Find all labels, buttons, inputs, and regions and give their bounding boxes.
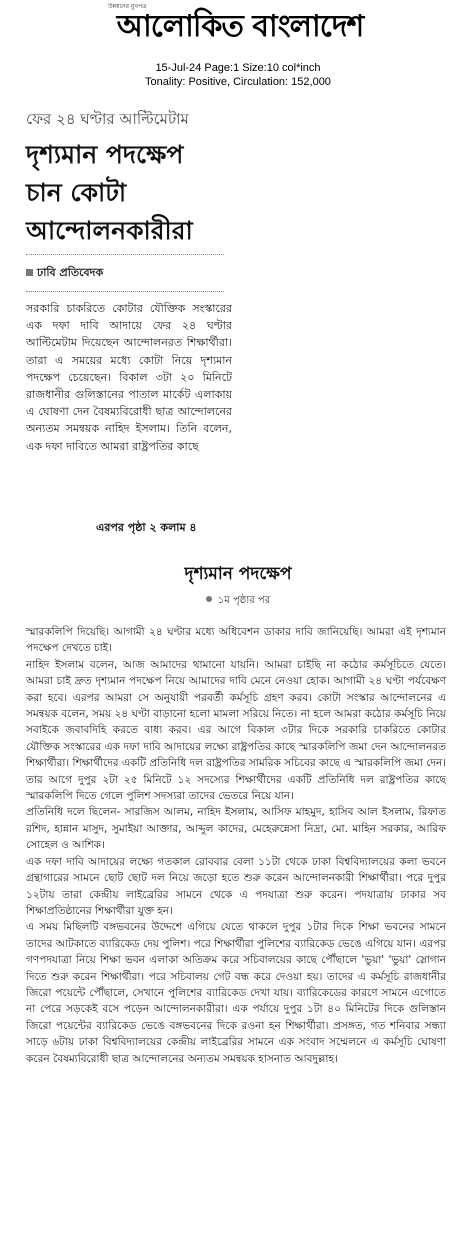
- main-story: [26, 108, 226, 250]
- masthead: [0, 0, 476, 96]
- bullet-dot-icon: [206, 596, 212, 602]
- headline-line: আন্দোলনকারীরা: [26, 216, 193, 245]
- headline-line: চান কোটা: [26, 178, 127, 207]
- jump-line: এরপর পৃষ্ঠা ২ কলাম ৪: [96, 521, 197, 534]
- paragraph: এক দফা দাবি আদায়ের লক্ষ্যে গতকাল রোববার বেলা ১১টা থেকে ঢাকা বিশ্ববিদ্যালয়ের কলা ভবনে গ্রন্থাগারের সামনে ছোট ছোট দল নিয়ে জড়ো হতে শুরু করেন আন্দোলনকারী শিক্ষার্থীরা। পরে দুপুর ১২টায় তারা কেন্দ্রীয় লাইব্রেরির সামনে থেকে এ পদযাত্রা শুরু করেন। পদযাত্রায় ঢাকার সব শিক্ষাপ্রতিষ্ঠানের শিক্ষার্থীরা যুক্ত হন।: [26, 855, 446, 917]
- divider: [26, 254, 224, 255]
- continuation-from: [0, 594, 476, 608]
- story-kicker: ফের ২৪ ঘণ্টার আল্টিমেটাম: [26, 110, 189, 128]
- reporter-name: ঢাবি প্রতিবেদক: [37, 266, 104, 279]
- continuation-from-label: ১ম পৃষ্ঠার পর: [217, 595, 271, 606]
- paragraph: স্মারকলিপি দিয়েছি। আগামী ২৪ ঘণ্টার মধ্যে অধিবেশন ডাকার দাবি জানিয়েছি। আমরা এই দৃশ্যমান পদক্ষেপ দেখতে চাই।: [26, 626, 446, 655]
- story-body: সরকারি চাকরিতে কোটার যৌক্তিক সংস্কারের এক দফা দাবি আদায়ে ফের ২৪ ঘণ্টার আল্টিমেটাম দিয়েছেন আন্দোলনরত শিক্ষার্থীরা। তারা এ সময়ের মধ্যে কোটা নিয়ে দৃশ্যমান পদক্ষেপ চেয়েছেন। বিকাল ৩টা ২০ মিনিটে রাজধানীর গুলিস্তানের পাতাল মার্কেট এলাকায় এ ঘোষণা দেন বৈষম্যবিরোধী ছাত্র আন্দোলনের অন্যতম সমন্বয়ক নাহিদ ইসলাম। তিনি বলেন, এক দফা দাবিতে আমরা রাষ্ট্রপতির কাছে: [26, 302, 232, 453]
- paragraph: নাহিদ ইসলাম বলেন, আজ আমাদের থামানো যায়নি। আমরা চাইছি না কঠোর কর্মসূচিতে যেতে। আমরা চাই দ্রুত দৃশ্যমান পদক্ষেপ নিয়ে আমাদের দাবি মেনে নেওয়া হোক। আগামী ২৪ ঘণ্টা পর্যবেক্ষণ করা হবে। এরপর আমরা সে অনুযায়ী পরবর্তী কর্মসূচি গ্রহণ করব। কোটা সংস্কার আন্দোলনের এ সমন্বয়ক বলেন, সময় ২৪ ঘণ্টা বাড়ানো হলো মামলা সরিয়ে নিতে। না হলে আমরা কঠোর কর্মসূচি নিয়ে সবাইকে জবাবদিহি করতে বাধ্য করব। এর আগে বিকাল ৩টার দিকে সরকারি চাকরিতে কোটার যৌক্তিক সংস্কারের এক দফা দাবি আদায়ের লক্ষ্যে রাষ্ট্রপতির কাছে স্মারকলিপি জমা দেন আন্দোলনরত শিক্ষার্থীরা। শিক্ষার্থীদের একটি প্রতিনিধি দল রাষ্ট্রপতির সামরিক সচিবের কাছে এ স্মারকলিপি জমা দেন। তার আগে দুপুর ২টা ২৫ মিনিটে ১২ সদস্যের শিক্ষার্থীদের একটি প্রতিনিধি দল রাষ্ট্রপতির কাছে স্মারকলিপি দিতে গেলে পুলিশ সদস্যরা তাদের ভেতরে নিয়ে যান।: [26, 658, 446, 803]
- story-headline: [26, 136, 226, 250]
- tonality-circulation: Tonality: Positive, Circulation: 152,000: [145, 76, 331, 88]
- paragraph: এ সময় মিছিলটি বঙ্গভবনের উদ্দেশে এগিয়ে যেতে থাকলে দুপুর ১টার দিকে শিক্ষা ভবনের সামনে তাদের আটকাতে ব্যারিকেড দেয় পুলিশ। পরে শিক্ষার্থীরা পুলিশের ব্যারিকেড ভেঙে এগিয়ে যান। এরপর গণপদযাত্রা নিয়ে শিক্ষা ভবন এলাকা অতিক্রম করে সচিবালয়ের কাছে পৌঁছালে 'ভুয়া' 'ভুয়া' স্লোগান দিতে শুরু করেন শিক্ষার্থীরা। পরে সচিবালয় গেট বন্ধ করে দেওয়া হয়। তাদের এ কর্মসূচি রাজধানীর জিরো পয়েন্টে পৌঁছালে, সেখানে পুলিশের ব্যারিকেড দেখা যায়। ব্যারিকেডের কারণে সামনে এগোতে না পেরে সড়কেই বসে পড়েন আন্দোলনকারীরা। এক পর্যায়ে দুপুর ১টা ৪০ মিনিটের দিকে গুলিস্তান জিরো পয়েন্টের ব্যারিকেড ভেঙে বঙ্গভবনের দিকে রওনা হন শিক্ষার্থীরা। প্রসঙ্গত, গত শনিবার সন্ধ্যা সাড়ে ৬টায় ঢাকা বিশ্ববিদ্যালয়ের কেন্দ্রীয় লাইব্রেরির সামনে এক সংবাদ সম্মেলনে এ কর্মসূচি ঘোষণা করেন বৈষম্যবিরোধী ছাত্র আন্দোলনের অন্যতম সমন্বয়ক হাসনাত আবদুল্লাহ।: [26, 921, 446, 1065]
- newspaper-logo: আলোকিত বাংলাদেশ: [116, 9, 364, 44]
- clip-info: 15-Jul-24 Page:1 Size:10 col*inch: [155, 62, 321, 74]
- byline: [26, 265, 103, 281]
- divider: [26, 291, 224, 292]
- headline-line: দৃশ্যমান পদক্ষেপ: [26, 140, 184, 169]
- masthead-tagline: উন্নয়নের মুখপত্র: [108, 3, 147, 10]
- paragraph: প্রতিনিধি দলে ছিলেন- সারজিস আলম, নাহিদ ইসলাম, আসিফ মাহমুদ, হাসিব আল ইসলাম, রিফাত রশিদ, হান্নান মাসুদ, সুমাইয়া আক্তার, আব্দুল কাদের, মেহেরুন্নেসা নিদ্রা, মো. মাহিন সরকার, আরিফ সোহেল ও আশিক।: [26, 806, 446, 852]
- square-bullet-icon: [26, 269, 33, 276]
- continuation-body: [26, 624, 446, 1067]
- continuation-headline: দৃশ্যমান পদক্ষেপ: [184, 564, 292, 584]
